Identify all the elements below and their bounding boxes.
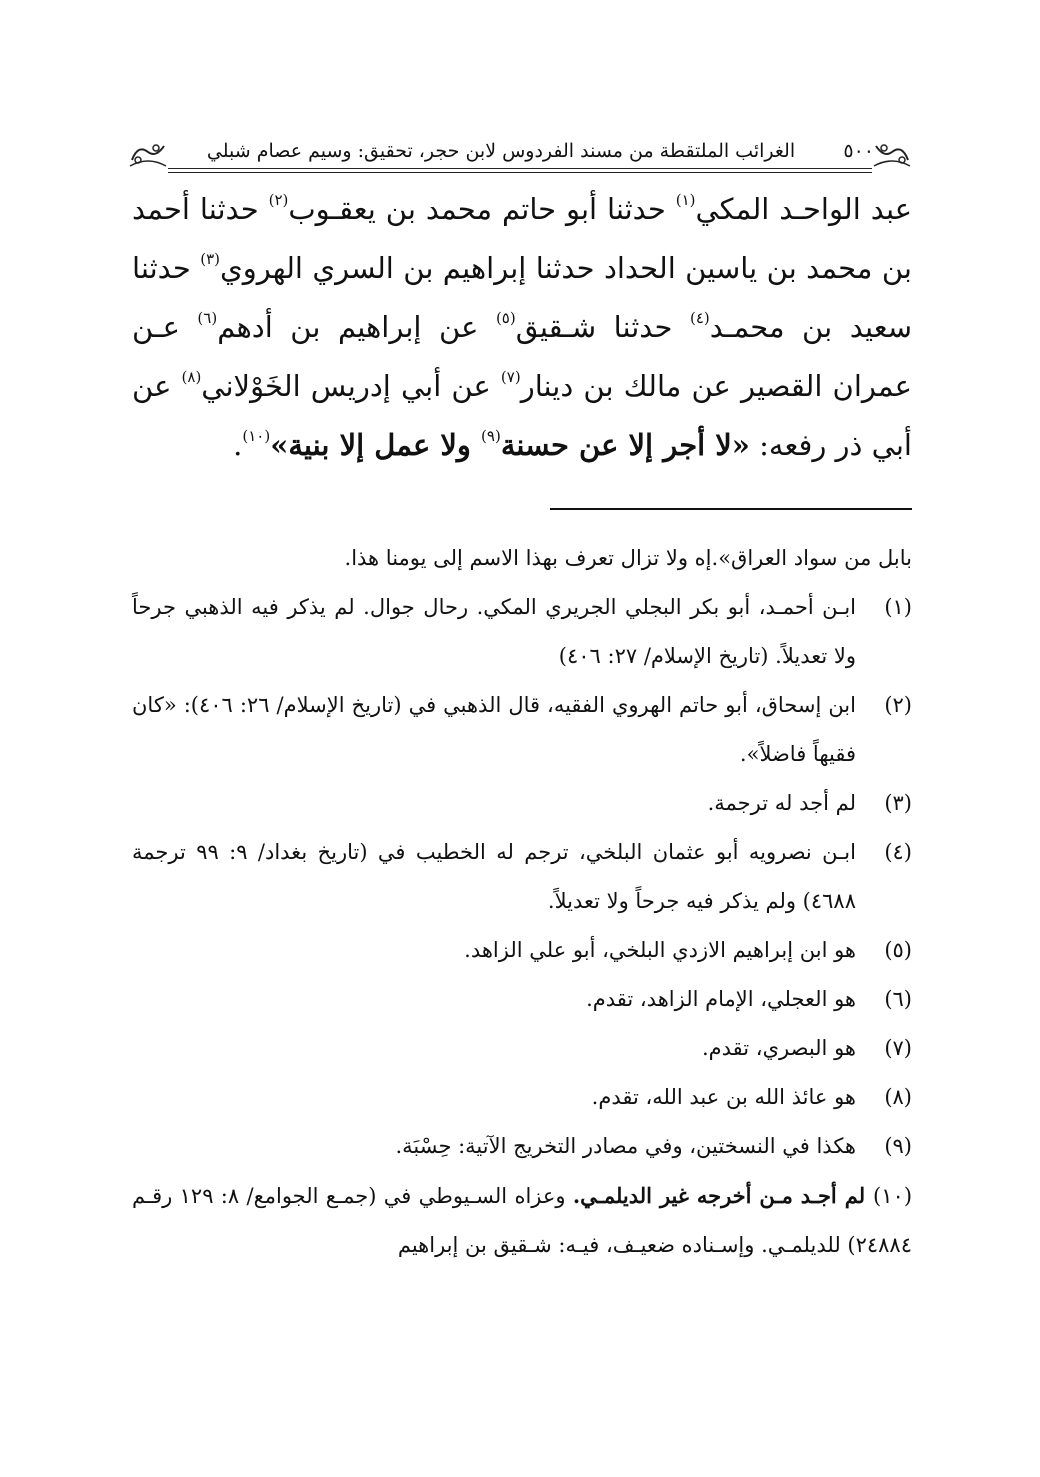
footnote-item <box>132 1073 912 1122</box>
footnote-ref: (٨) <box>181 368 202 386</box>
footnote-text: وعزاه السـيوطي في (جمـع الجوامع/ ٨: ١٢٩ رقـم ٢٤٨٨٤) للديلمـي. وإسـناده ضعيـف، فيـه: شـقيق بن إبراهيم <box>132 1184 912 1257</box>
ornament-left-icon <box>128 138 168 168</box>
footnote-ref: (١٠) <box>242 427 271 445</box>
footnote-text: هو البصري، تقدم. <box>701 1036 856 1060</box>
footnote-ref: (٣) <box>200 250 220 268</box>
footnote-text: لم أجد له ترجمة. <box>707 791 856 815</box>
footnotes <box>132 534 912 1270</box>
text-segment: حدثنا شـقيق <box>515 310 690 344</box>
footnote-bold-text: لم أجـد مـن أخرجه غير الديلمـي. <box>572 1183 874 1208</box>
footnote-number: (٤) <box>884 840 912 864</box>
footnote-item <box>132 926 912 975</box>
text-segment: عـن عمران القصير عن مالك بن دينار <box>132 310 912 403</box>
footnote-number: (٣) <box>884 791 912 815</box>
hadith-matn: ولا عمل إلا بنية» <box>270 428 482 462</box>
footnote-item <box>132 1171 912 1270</box>
footnote-item <box>132 975 912 1024</box>
footnote-item <box>132 681 912 779</box>
footnote-number: (٥) <box>884 938 912 962</box>
page-number: ٥٠٠ <box>843 140 874 162</box>
footnote-text: ابـن نصرويه أبو عثمان البلخي، ترجم له الخطيب في (تاريخ بغداد/ ٩: ٩٩ ترجمة ٤٦٨٨) ولم يذكر فيه جرحاً ولا تعديلاً. <box>132 840 856 913</box>
footnote-item <box>132 1024 912 1073</box>
footnote-ref: (٢) <box>268 191 289 209</box>
footnote-number: (١) <box>884 595 912 619</box>
footnote-number: (٢) <box>884 693 912 717</box>
footnote-item <box>132 828 912 926</box>
footnote-item <box>132 779 912 828</box>
footnote-number: (١٠) <box>873 1184 913 1208</box>
footnote-item <box>132 1122 912 1171</box>
footnote-number: (٧) <box>884 1036 912 1060</box>
text-segment: . <box>233 428 243 462</box>
text-segment: عبد الواحـد المكي <box>695 192 912 226</box>
text-segment: حدثنا أحمد بن محمد بن ياسين الحداد حدثنا إبراهيم بن السري الهروي <box>132 192 912 285</box>
footnote-ref: (٩) <box>481 427 501 445</box>
footnote-item <box>132 583 912 681</box>
text-segment: حدثنا أبو حاتم محمد بن يعقـوب <box>288 192 676 226</box>
footnote-continuation: بابل من سواد العراق».إه ولا تزال تعرف بهذا الاسم إلى يومنا هذا. <box>344 546 912 570</box>
footnote-ref: (١) <box>675 191 696 209</box>
text-segment: عن أبي ذر رفعه: <box>132 369 912 462</box>
hadith-text <box>132 180 912 475</box>
footnote-text: هو ابن إبراهيم الازدي البلخي، أبو علي الزاهد. <box>464 938 856 962</box>
footnote-ref: (٧) <box>500 368 521 386</box>
text-segment: عن أبي إدريس الخَوْلاني <box>201 369 501 403</box>
footnote-ref: (٦) <box>197 309 218 327</box>
footnote-number: (٨) <box>884 1085 912 1109</box>
text-segment: حدثنا سعيد بن محمـد <box>132 251 912 344</box>
running-title: الغرائب الملتقطة من مسند الفردوس لابن حجر، تحقيق: وسيم عصام شبلي <box>206 140 796 162</box>
footnote-text: ابـن أحمـد، أبو بكر البجلي الجريري المكي. رحال جوال. لم يذكر فيه الذهبي جرحاً ولا تعديلاً. (تاريخ الإسلام/ ٢٧: ٤٠٦) <box>132 595 856 668</box>
footnote-number: (٩) <box>884 1134 912 1158</box>
header-rule <box>168 168 872 173</box>
footnote-text: هو العجلي، الإمام الزاهد، تقدم. <box>586 987 856 1011</box>
footnote-ref: (٥) <box>495 309 516 327</box>
ornament-right-icon <box>872 138 912 168</box>
hadith-matn: «لا أجر إلا عن حسنة <box>500 428 750 462</box>
text-segment: عن إبراهيم بن أدهم <box>217 310 496 344</box>
footnote-separator <box>550 508 912 510</box>
footnote-ref: (٤) <box>690 309 710 327</box>
footnote-number: (٦) <box>884 987 912 1011</box>
page-header <box>128 132 912 176</box>
footnote-text: ابن إسحاق، أبو حاتم الهروي الفقيه، قال الذهبي في (تاريخ الإسلام/ ٢٦: ٤٠٦): «كان فقيهاً فاضلاً». <box>132 693 856 766</box>
footnote-text: هو عائذ الله بن عبد الله، تقدم. <box>591 1085 856 1109</box>
footnote-text: هكذا في النسختين، وفي مصادر التخريج الآتية: حِسْبَة. <box>395 1134 856 1158</box>
